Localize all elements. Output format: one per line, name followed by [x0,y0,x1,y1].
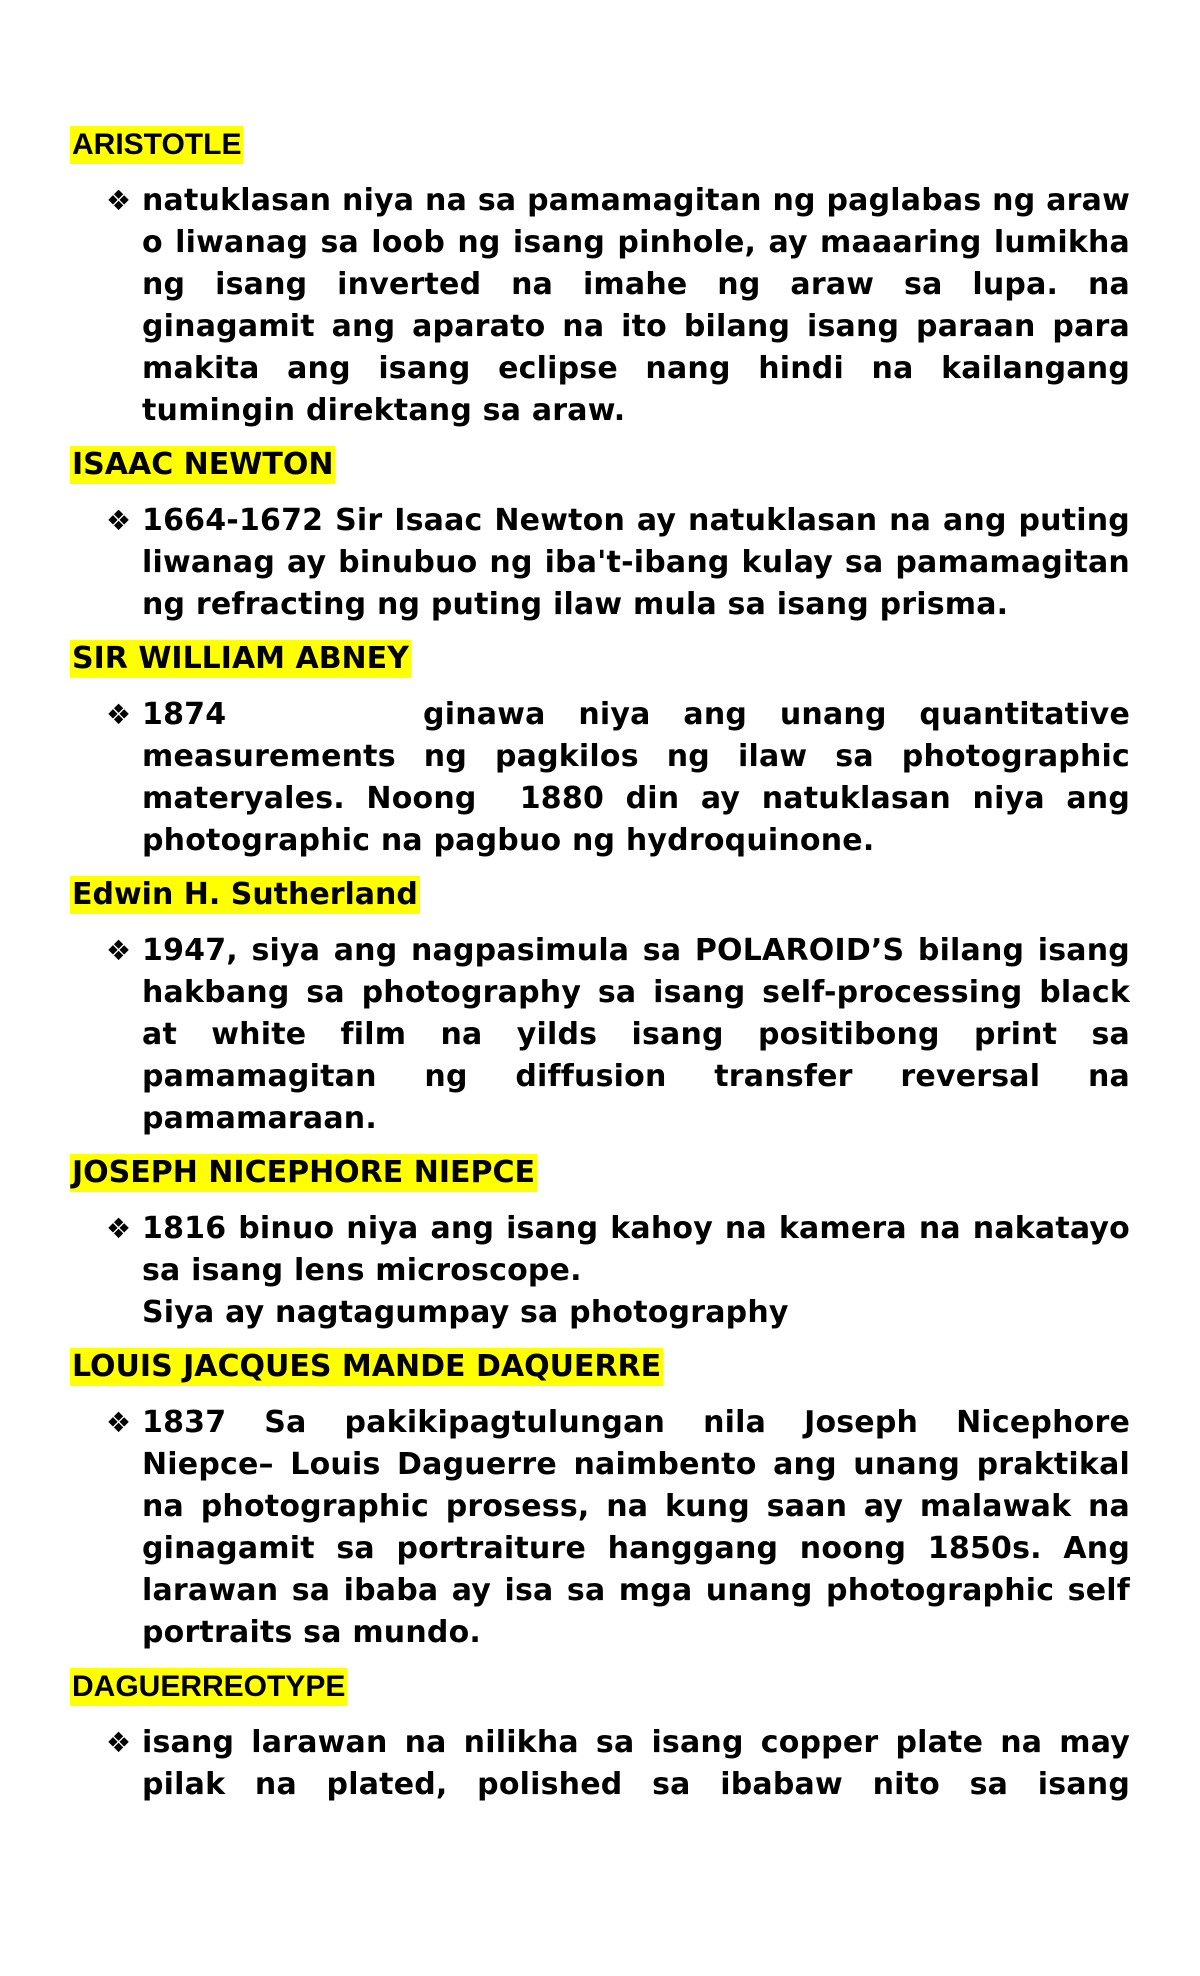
bullet-text: 1874 ginawa niya ang unang quantitative measurements ng pagkilos ng ilaw sa photographic materyales. Noong 1880 din ay natuklasan niya ang photographic na pagbuo ng hydroquinone. [142,697,1141,858]
diamond-bullet-icon: ❖ [106,934,132,967]
bullet-text: 1947, siya ang nagpasimula sa POLAROID’S bilang isang hakbang sa photography sa isang self-processing black at white film na yilds isang positibong print sa pamamagitan ng diffusion transfer reversal na pamamaraan. [142,933,1130,1136]
bullet-paragraph [70,930,1130,1140]
section-aristotle [70,126,1130,432]
section-heading: Edwin H. Sutherland [72,877,418,912]
bullet-text: 1837 Sa pakikipagtulungan nila Joseph Nicephore Niepce– Louis Daguerre naimbento ang unang praktikal na photographic prosess, na kung saan ay malawak na ginagamit sa portraiture hanggang noong 1850s. Ang larawan sa ibaba ay isa sa mga unang photographic self portraits sa mundo. [142,1405,1130,1650]
section-edwin-sutherland [70,876,1130,1140]
diamond-bullet-icon: ❖ [106,184,132,217]
section-daguerreotype [70,1668,1130,1806]
diamond-bullet-icon: ❖ [106,1212,132,1245]
bullet-text-line-2: Siya ay nagtagumpay sa photography [142,1295,789,1330]
section-louis-daguerre [70,1348,1130,1654]
bullet-paragraph [70,1208,1130,1334]
bullet-paragraph [70,694,1141,862]
bullet-paragraph [70,180,1130,432]
diamond-bullet-icon: ❖ [106,698,132,731]
document-content [70,126,1141,1820]
bullet-text: natuklasan niya na sa pamamagitan ng paglabas ng araw o liwanag sa loob ng isang pinhole, ay maaaring lumikha ng isang inverted na imahe ng araw sa lupa. na ginagamit ang aparato na ito bilang isang paraan para makita ang isang eclipse nang hindi na kailangang tumingin direktang sa araw. [142,183,1130,428]
bullet-paragraph [70,500,1130,626]
section-heading: DAGUERREOTYPE [70,1668,347,1706]
section-heading: LOUIS JACQUES MANDE DAQUERRE [72,1349,662,1384]
section-sir-william-abney [70,640,1141,862]
section-joseph-niepce [70,1154,1130,1334]
section-heading: SIR WILLIAM ABNEY [72,641,409,676]
bullet-text: 1816 binuo niya ang isang kahoy na kamera na nakatayo sa isang lens microscope. [142,1211,1130,1288]
bullet-paragraph [70,1722,1130,1806]
bullet-text: isang larawan na nilikha sa isang copper plate na may pilak na plated, polished sa ibabaw nito sa isang [142,1725,1130,1802]
section-heading: JOSEPH NICEPHORE NIEPCE [72,1155,535,1190]
section-heading: ARISTOTLE [70,126,243,164]
diamond-bullet-icon: ❖ [106,504,132,537]
section-heading: ISAAC NEWTON [72,447,334,482]
section-isaac-newton [70,446,1130,626]
diamond-bullet-icon: ❖ [106,1726,132,1759]
diamond-bullet-icon: ❖ [106,1406,132,1439]
bullet-paragraph [70,1402,1130,1654]
bullet-text: 1664-1672 Sir Isaac Newton ay natuklasan na ang puting liwanag ay binubuo ng iba't-ibang kulay sa pamamagitan ng refracting ng puting ilaw mula sa isang prisma. [142,503,1130,622]
